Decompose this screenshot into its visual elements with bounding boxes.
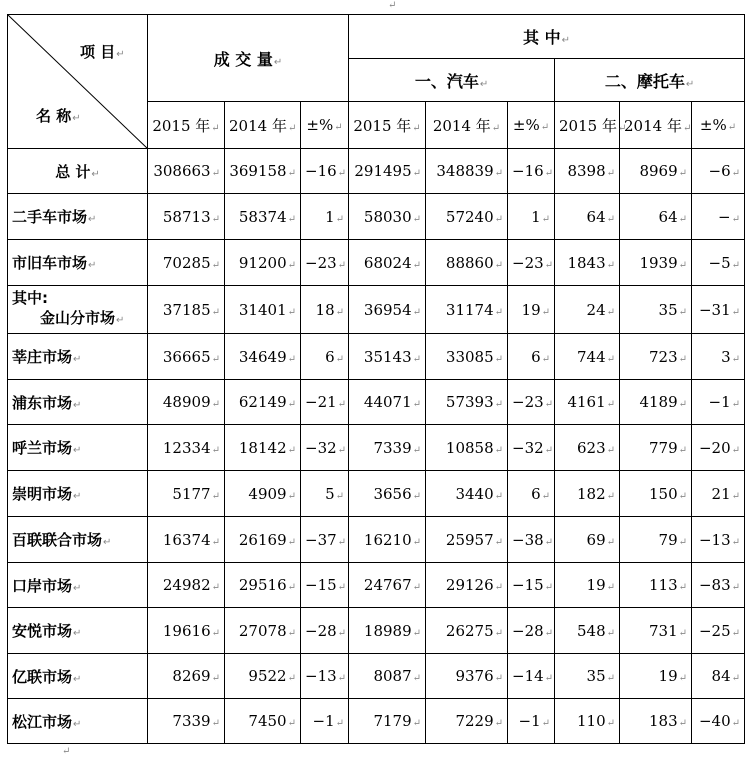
year-2014-header: 2014 年↵ bbox=[426, 102, 508, 149]
value-cell: 7450↵ bbox=[225, 699, 301, 744]
value-cell: 150↵ bbox=[620, 471, 692, 517]
value-cell: 548↵ bbox=[555, 608, 620, 654]
corner-label-name: 名 称↵ bbox=[36, 107, 81, 125]
year-2015-header: 2015 年↵ bbox=[555, 102, 620, 149]
value-cell: 6↵ bbox=[508, 471, 555, 517]
motorcycles-header: 二、摩托车↵ bbox=[555, 59, 745, 102]
value-cell: 7339↵ bbox=[349, 425, 426, 471]
row-name-cell: 呼兰市场↵ bbox=[8, 425, 148, 471]
value-cell: −13↵ bbox=[301, 654, 349, 699]
value-cell: 9376↵ bbox=[426, 654, 508, 699]
value-cell: −32↵ bbox=[508, 425, 555, 471]
value-cell: 27078↵ bbox=[225, 608, 301, 654]
value-cell: 7229↵ bbox=[426, 699, 508, 744]
value-cell: 8269↵ bbox=[148, 654, 225, 699]
value-cell: 29126↵ bbox=[426, 563, 508, 608]
value-cell: 19↵ bbox=[620, 654, 692, 699]
value-cell: −37↵ bbox=[301, 517, 349, 563]
row-name-cell: 百联联合市场↵ bbox=[8, 517, 148, 563]
value-cell: 4161↵ bbox=[555, 380, 620, 425]
market-turnover-table bbox=[7, 14, 745, 744]
value-cell: −38↵ bbox=[508, 517, 555, 563]
value-cell: 35143↵ bbox=[349, 334, 426, 380]
table-row bbox=[8, 240, 745, 286]
value-cell: 9522↵ bbox=[225, 654, 301, 699]
value-cell: −13↵ bbox=[692, 517, 745, 563]
row-name-cell: 总 计↵ bbox=[8, 149, 148, 194]
value-cell: 31174↵ bbox=[426, 286, 508, 334]
row-name-cell: 亿联市场↵ bbox=[8, 654, 148, 699]
value-cell: 35↵ bbox=[620, 286, 692, 334]
value-cell: 24982↵ bbox=[148, 563, 225, 608]
value-cell: 6↵ bbox=[508, 334, 555, 380]
value-cell: 110↵ bbox=[555, 699, 620, 744]
value-cell: 24↵ bbox=[555, 286, 620, 334]
value-cell: 623↵ bbox=[555, 425, 620, 471]
value-cell: 8087↵ bbox=[349, 654, 426, 699]
value-cell: −15↵ bbox=[508, 563, 555, 608]
year-2015-header: 2015 年↵ bbox=[349, 102, 426, 149]
corner-label-item: 项 目↵ bbox=[80, 43, 125, 61]
row-name-cell: 其中: 金山分市场↵ bbox=[8, 286, 148, 334]
value-cell: 3440↵ bbox=[426, 471, 508, 517]
value-cell: 19↵ bbox=[508, 286, 555, 334]
value-cell: 31401↵ bbox=[225, 286, 301, 334]
value-cell: 21↵ bbox=[692, 471, 745, 517]
year-2014-header: 2014 年↵ bbox=[225, 102, 301, 149]
cars-header: 一、汽车↵ bbox=[349, 59, 555, 102]
value-cell: 10858↵ bbox=[426, 425, 508, 471]
pct-header: ±%↵ bbox=[508, 102, 555, 149]
row-name-cell: 口岸市场↵ bbox=[8, 563, 148, 608]
value-cell: −5↵ bbox=[692, 240, 745, 286]
table-row bbox=[8, 286, 745, 334]
table-row bbox=[8, 608, 745, 654]
value-cell: 33085↵ bbox=[426, 334, 508, 380]
value-cell: 79↵ bbox=[620, 517, 692, 563]
value-cell: −20↵ bbox=[692, 425, 745, 471]
row-name-cell: 市旧车市场↵ bbox=[8, 240, 148, 286]
row-name-cell: 浦东市场↵ bbox=[8, 380, 148, 425]
value-cell: −1↵ bbox=[692, 380, 745, 425]
table-row bbox=[8, 699, 745, 744]
value-cell: −1↵ bbox=[301, 699, 349, 744]
value-cell: 70285↵ bbox=[148, 240, 225, 286]
value-cell: −15↵ bbox=[301, 563, 349, 608]
value-cell: 36665↵ bbox=[148, 334, 225, 380]
value-cell: 369158↵ bbox=[225, 149, 301, 194]
paragraph-mark: ↵ bbox=[388, 0, 397, 11]
value-cell: −↵ bbox=[692, 194, 745, 240]
value-cell: 1↵ bbox=[301, 194, 349, 240]
value-cell: 26169↵ bbox=[225, 517, 301, 563]
value-cell: 16210↵ bbox=[349, 517, 426, 563]
value-cell: 48909↵ bbox=[148, 380, 225, 425]
value-cell: −16↵ bbox=[508, 149, 555, 194]
table-row bbox=[8, 334, 745, 380]
value-cell: 5177↵ bbox=[148, 471, 225, 517]
table-row bbox=[8, 149, 745, 194]
value-cell: 5↵ bbox=[301, 471, 349, 517]
value-cell: 1843↵ bbox=[555, 240, 620, 286]
value-cell: −28↵ bbox=[301, 608, 349, 654]
value-cell: −23↵ bbox=[301, 240, 349, 286]
value-cell: −28↵ bbox=[508, 608, 555, 654]
table-row bbox=[8, 563, 745, 608]
year-2014-header: 2014 年↵ bbox=[620, 102, 692, 149]
value-cell: 7339↵ bbox=[148, 699, 225, 744]
table-row bbox=[8, 194, 745, 240]
value-cell: −25↵ bbox=[692, 608, 745, 654]
table-row bbox=[8, 380, 745, 425]
pct-header: ±%↵ bbox=[692, 102, 745, 149]
value-cell: 731↵ bbox=[620, 608, 692, 654]
value-cell: 308663↵ bbox=[148, 149, 225, 194]
value-cell: −23↵ bbox=[508, 240, 555, 286]
value-cell: 64↵ bbox=[620, 194, 692, 240]
value-cell: 779↵ bbox=[620, 425, 692, 471]
value-cell: 58713↵ bbox=[148, 194, 225, 240]
pct-header: ±%↵ bbox=[301, 102, 349, 149]
value-cell: 69↵ bbox=[555, 517, 620, 563]
paragraph-mark: ↵ bbox=[62, 746, 71, 757]
value-cell: −83↵ bbox=[692, 563, 745, 608]
value-cell: 34649↵ bbox=[225, 334, 301, 380]
value-cell: 182↵ bbox=[555, 471, 620, 517]
value-cell: 91200↵ bbox=[225, 240, 301, 286]
year-2015-header: 2015 年↵ bbox=[148, 102, 225, 149]
value-cell: 68024↵ bbox=[349, 240, 426, 286]
table-row bbox=[8, 425, 745, 471]
value-cell: 8969↵ bbox=[620, 149, 692, 194]
value-cell: 348839↵ bbox=[426, 149, 508, 194]
value-cell: 183↵ bbox=[620, 699, 692, 744]
value-cell: 57240↵ bbox=[426, 194, 508, 240]
value-cell: 19↵ bbox=[555, 563, 620, 608]
value-cell: 3↵ bbox=[692, 334, 745, 380]
value-cell: 113↵ bbox=[620, 563, 692, 608]
value-cell: 744↵ bbox=[555, 334, 620, 380]
value-cell: 64↵ bbox=[555, 194, 620, 240]
value-cell: 18989↵ bbox=[349, 608, 426, 654]
value-cell: 35↵ bbox=[555, 654, 620, 699]
row-name-cell: 松江市场↵ bbox=[8, 699, 148, 744]
value-cell: 4909↵ bbox=[225, 471, 301, 517]
value-cell: 36954↵ bbox=[349, 286, 426, 334]
value-cell: −14↵ bbox=[508, 654, 555, 699]
value-cell: 26275↵ bbox=[426, 608, 508, 654]
value-cell: 58030↵ bbox=[349, 194, 426, 240]
value-cell: −31↵ bbox=[692, 286, 745, 334]
row-name-cell: 安悦市场↵ bbox=[8, 608, 148, 654]
value-cell: 62149↵ bbox=[225, 380, 301, 425]
value-cell: −16↵ bbox=[301, 149, 349, 194]
value-cell: 37185↵ bbox=[148, 286, 225, 334]
value-cell: 291495↵ bbox=[349, 149, 426, 194]
row-name-cell: 二手车市场↵ bbox=[8, 194, 148, 240]
turnover-header: 成 交 量↵ bbox=[148, 15, 349, 102]
diagonal-divider bbox=[8, 15, 148, 149]
value-cell: 723↵ bbox=[620, 334, 692, 380]
value-cell: 57393↵ bbox=[426, 380, 508, 425]
value-cell: 12334↵ bbox=[148, 425, 225, 471]
value-cell: 25957↵ bbox=[426, 517, 508, 563]
table-row bbox=[8, 517, 745, 563]
corner-header-cell bbox=[8, 15, 148, 149]
value-cell: −40↵ bbox=[692, 699, 745, 744]
value-cell: 7179↵ bbox=[349, 699, 426, 744]
value-cell: 88860↵ bbox=[426, 240, 508, 286]
value-cell: −23↵ bbox=[508, 380, 555, 425]
value-cell: 8398↵ bbox=[555, 149, 620, 194]
row-name-cell: 莘庄市场↵ bbox=[8, 334, 148, 380]
value-cell: −1↵ bbox=[508, 699, 555, 744]
table-row bbox=[8, 654, 745, 699]
value-cell: 58374↵ bbox=[225, 194, 301, 240]
value-cell: 16374↵ bbox=[148, 517, 225, 563]
of-which-header: 其 中↵ bbox=[349, 15, 745, 59]
value-cell: 24767↵ bbox=[349, 563, 426, 608]
row-name-cell: 崇明市场↵ bbox=[8, 471, 148, 517]
value-cell: 29516↵ bbox=[225, 563, 301, 608]
value-cell: 84↵ bbox=[692, 654, 745, 699]
value-cell: 19616↵ bbox=[148, 608, 225, 654]
value-cell: 18↵ bbox=[301, 286, 349, 334]
table-row bbox=[8, 471, 745, 517]
value-cell: 4189↵ bbox=[620, 380, 692, 425]
value-cell: −6↵ bbox=[692, 149, 745, 194]
value-cell: −32↵ bbox=[301, 425, 349, 471]
value-cell: 1↵ bbox=[508, 194, 555, 240]
value-cell: 6↵ bbox=[301, 334, 349, 380]
value-cell: −21↵ bbox=[301, 380, 349, 425]
value-cell: 3656↵ bbox=[349, 471, 426, 517]
value-cell: 44071↵ bbox=[349, 380, 426, 425]
value-cell: 1939↵ bbox=[620, 240, 692, 286]
value-cell: 18142↵ bbox=[225, 425, 301, 471]
